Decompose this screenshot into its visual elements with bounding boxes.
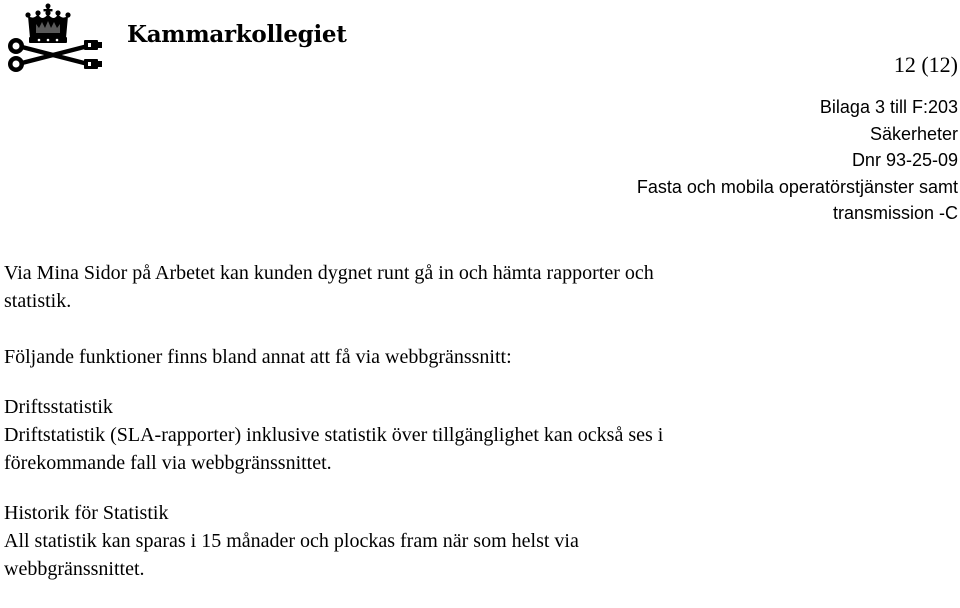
section-heading-historik: Historik för Statistik <box>4 502 169 524</box>
intro-paragraph-line-1: Via Mina Sidor på Arbetet kan kunden dygnet runt gå in och hämta rapporter och <box>4 262 654 284</box>
registration-number: Dnr 93-25-09 <box>851 150 958 170</box>
functions-intro: Följande funktioner finns bland annat att få via webbgränssnitt: <box>4 346 512 368</box>
section-heading-driftsstatistik: Driftsstatistik <box>4 396 113 418</box>
section-text-line-1: Driftstatistik (SLA-rapporter) inklusive statistik över tillgänglighet kan också ses i <box>4 424 664 446</box>
organization-name: Kammarkollegiet <box>127 21 347 48</box>
organization-logo <box>6 2 346 72</box>
section-text-line-3: All statistik kan sparas i 15 månader och plockas fram när som helst via <box>4 530 579 552</box>
service-area-line-1: Fasta och mobila operatörstjänster samt <box>636 176 958 197</box>
page-number: 12 (12) <box>893 52 958 77</box>
service-area-line-2: transmission -C <box>832 203 958 223</box>
document-body <box>4 259 954 583</box>
document-reference-block <box>637 94 958 227</box>
intro-paragraph-line-2: statistik. <box>4 290 72 312</box>
section-text-line-2: förekommande fall via webbgränssnittet. <box>4 452 332 474</box>
crown-and-keys-icon <box>6 2 118 72</box>
document-category: Säkerheter <box>869 123 958 144</box>
attachment-reference: Bilaga 3 till F:203 <box>819 97 958 117</box>
section-text-line-4: webbgränssnittet. <box>4 558 145 580</box>
